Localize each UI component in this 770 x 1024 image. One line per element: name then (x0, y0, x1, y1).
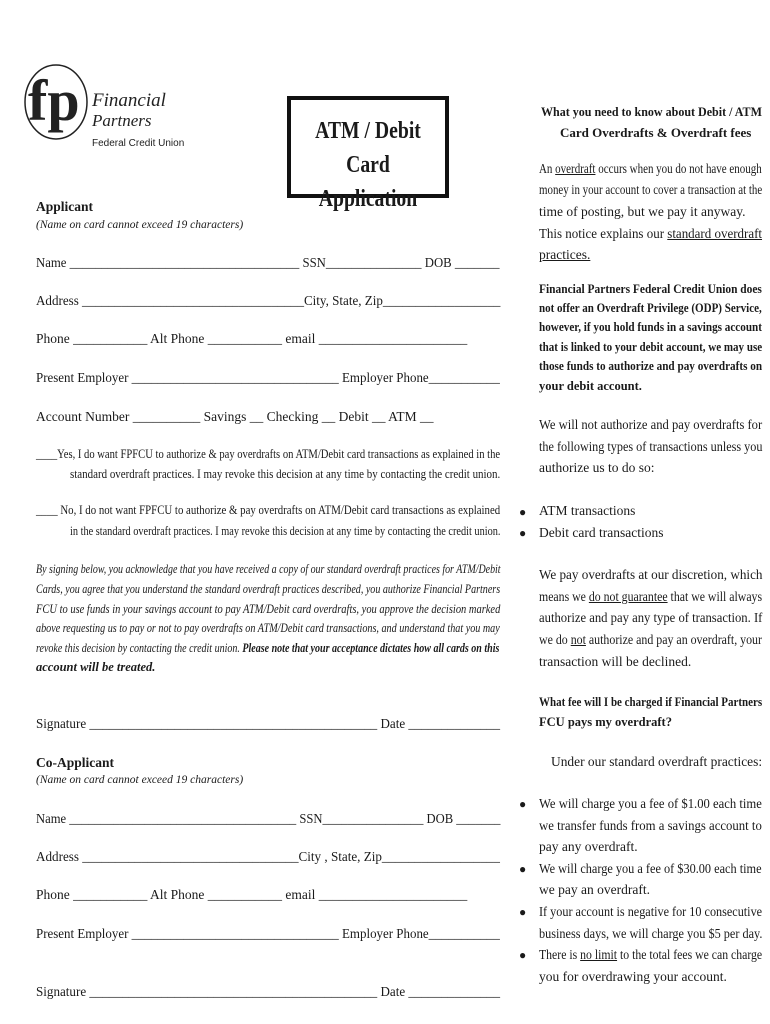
form-title-box (287, 96, 449, 212)
overdraft-def-b: occurs when you do not have enough (595, 161, 762, 176)
applicant-name-note: (Name on card cannot exceed 19 characters) (36, 219, 244, 231)
bullet-icon: ● (519, 526, 527, 540)
consent-line-2: Cards, you agree that you understand the standard overdraft practices described, you authorize Financial Partners (36, 582, 501, 596)
transaction-type-debit: Debit card transactions (539, 525, 664, 540)
applicant-name-row[interactable]: Name ____________________________________ SSN_______________ DOB _______ (36, 255, 500, 270)
co-applicant-phone-row[interactable]: Phone ___________ Alt Phone ___________ email ______________________ (36, 887, 468, 902)
odp-line-1: Financial Partners Federal Credit Union does (539, 282, 762, 296)
form-title-line1: ATM / Debit Card (315, 118, 421, 178)
account-type-row[interactable]: Account Number __________ Savings __ Checking __ Debit __ ATM __ (36, 409, 434, 424)
transaction-type-atm: ATM transactions (539, 503, 636, 518)
fee4-line1 (539, 947, 762, 963)
fee3-line2: business days, we will charge you $5 per day. (539, 926, 763, 941)
disclosure-heading-1: What you need to know about Debit / ATM (541, 104, 762, 119)
discretion-line-1: We pay overdrafts at our discretion, which (539, 567, 763, 582)
fee-question-line2: FCU pays my overdraft? (539, 715, 672, 729)
no-limit-term: no limit (580, 947, 618, 962)
discretion-line-2 (539, 589, 762, 605)
bullet-icon: ● (519, 505, 527, 519)
no-guarantee-term: do not guarantee (588, 589, 668, 604)
fee1-line3: pay any overdraft. (539, 839, 638, 854)
odp-line-2: not offer an Overdraft Privilege (ODP) Service, (539, 301, 762, 315)
bullet-icon: ● (519, 948, 527, 962)
applicant-address-row[interactable]: Address __________________________________City, State, Zip__________________ (36, 293, 501, 308)
opt-out-no-line2: in the standard overdraft practices. I may revoke this decision at any time by contacting the credit union. (70, 524, 501, 538)
consent-line-1: By signing below, you acknowledge that you have received a copy of our standard overdraft practices for ATM/Debit (36, 562, 501, 576)
overdraft-def-line3: time of posting, but we pay it anyway. (539, 204, 746, 219)
fee-question-line1: What fee will I be charged if Financial Partners (539, 695, 763, 709)
discretion-line-3: authorize and pay any type of transaction. If (539, 610, 763, 625)
logo-line2: Partners (92, 111, 152, 130)
fee4-a: There is (539, 947, 581, 962)
consent-line-6: account will be treated. (36, 660, 156, 674)
not-term: not (570, 632, 586, 647)
auth-line-1: We will not authorize and pay overdrafts for (539, 417, 763, 432)
odp-line-4: that is linked to your debit account, we may use (539, 340, 763, 354)
bullet-icon: ● (519, 797, 527, 811)
co-applicant-signature-row[interactable]: Signature ____________________________________________ Date ______________ (36, 984, 501, 999)
applicant-heading: Applicant (36, 199, 94, 214)
bullet-icon: ● (519, 905, 527, 919)
opt-in-yes-line2: standard overdraft practices. I may revoke this decision at any time by contacting the credit union. (70, 467, 501, 481)
applicant-signature-row[interactable]: Signature ____________________________________________ Date ______________ (36, 716, 501, 731)
fee1-line2: we transfer funds from a savings account to (539, 818, 762, 833)
overdraft-term: overdraft (555, 161, 596, 176)
consent-acceptance-note: Please note that your acceptance dictates how all cards on this (239, 641, 500, 655)
consent-line-4: above requesting us to pay or not to pay overdrafts on ATM/Debit card transactions, and understand that you may (36, 621, 500, 635)
discretion-2a: means we (539, 589, 589, 604)
overdraft-def-line2: money in your account to cover a transaction at the (539, 182, 763, 197)
overdraft-def-line4 (539, 226, 762, 242)
consent-line-3: FCU to use funds in your savings account to pay ATM/Debit card overdrafts, you approve the decision marked (36, 602, 501, 616)
applicant-employer-row[interactable]: Present Employer ________________________________ Employer Phone___________ (36, 370, 500, 385)
discretion-4b: authorize and pay an overdraft, your (585, 632, 762, 647)
fp-monogram-icon (22, 62, 92, 142)
fee-intro: Under our standard overdraft practices: (551, 754, 763, 769)
odp-line-3: however, if you hold funds in a savings account (539, 320, 762, 334)
overdraft-def-line1 (539, 161, 762, 177)
notice-explains-text: This notice explains our (539, 226, 668, 241)
logo-line3: Federal Credit Union (92, 138, 185, 149)
fee2-line1: We will charge you a fee of $30.00 each time (539, 861, 762, 876)
fee3-line1: If your account is negative for 10 consecutive (539, 904, 763, 919)
fee1-line1: We will charge you a fee of $1.00 each time (539, 796, 762, 811)
consent-line-5 (36, 641, 499, 656)
logo-line1: Financial (92, 90, 166, 111)
co-applicant-heading: Co-Applicant (36, 755, 115, 770)
discretion-line-5: transaction will be declined. (539, 654, 692, 669)
co-applicant-employer-row[interactable]: Present Employer ________________________________ Employer Phone___________ (36, 926, 500, 941)
form-title-line2: Application (318, 186, 418, 212)
opt-out-no[interactable]: ____ No, I do not want FPFCU to authorize & pay overdrafts on ATM/Debit card transactions as explained (36, 503, 501, 517)
co-applicant-address-row[interactable]: Address _________________________________City , State, Zip__________________ (36, 849, 500, 864)
auth-line-2: the following types of transactions unless you (539, 439, 763, 454)
svg-text:fp: fp (28, 68, 80, 133)
odp-line-6: your debit account. (539, 379, 642, 393)
applicant-phone-row[interactable]: Phone ___________ Alt Phone ___________ email ______________________ (36, 331, 468, 346)
discretion-2b: that we will always (667, 589, 763, 604)
fee4-line2: you for overdrawing your account. (539, 969, 727, 984)
disclosure-heading-2: Card Overdrafts & Overdraft fees (560, 125, 752, 140)
overdraft-def-a: An (539, 161, 556, 176)
co-applicant-name-note: (Name on card cannot exceed 19 characters) (36, 774, 244, 786)
auth-line-3: authorize us to do so: (539, 460, 655, 475)
financial-partners-logo (22, 62, 185, 149)
standard-overdraft-term: standard overdraft (667, 226, 763, 241)
overdraft-def-line5: practices. (539, 247, 591, 262)
discretion-line-4 (539, 632, 762, 648)
fee2-line2: we pay an overdraft. (539, 882, 650, 897)
bullet-icon: ● (519, 862, 527, 876)
fee4-b: to the total fees we can charge (617, 947, 763, 962)
opt-in-yes[interactable]: ____Yes, I do want FPFCU to authorize & pay overdrafts on ATM/Debit card transactions as explained in the (36, 447, 501, 461)
odp-line-5: those funds to authorize and pay overdrafts on (539, 359, 763, 373)
discretion-4a: we do (539, 632, 571, 647)
co-applicant-name-row[interactable]: Name ____________________________________ SSN________________ DOB _______ (36, 811, 501, 826)
consent-revoke-text: revoke this decision by contacting the credit union. (36, 641, 240, 655)
